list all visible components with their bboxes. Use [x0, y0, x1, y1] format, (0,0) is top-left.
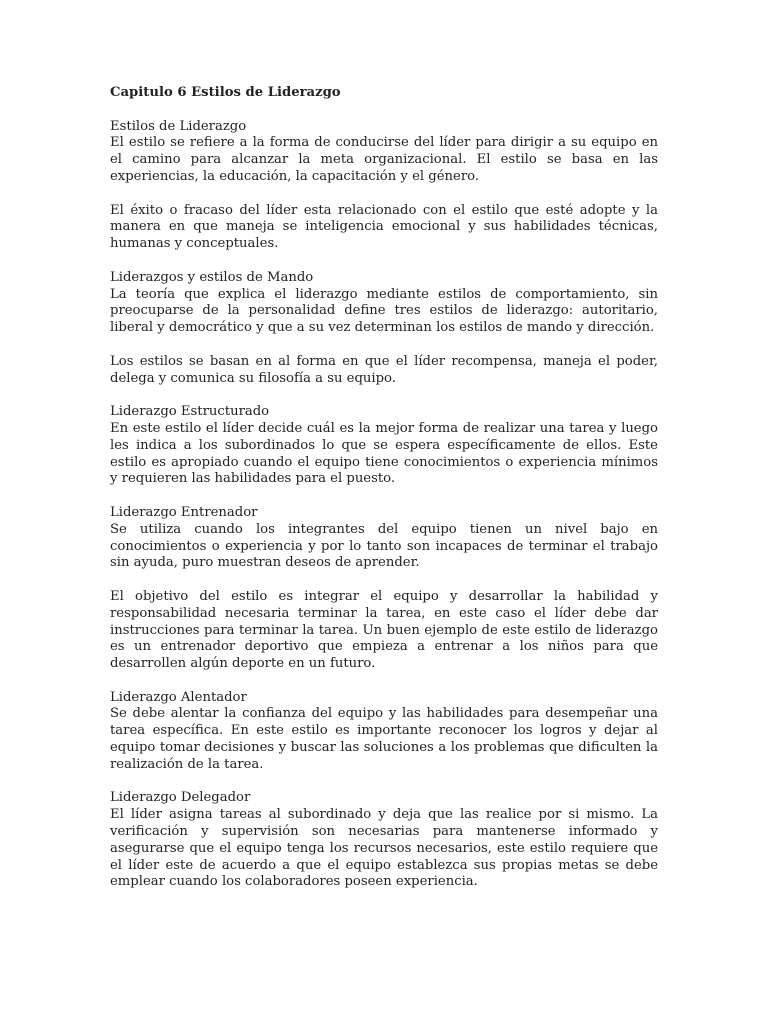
section-heading: Liderazgo Alentador — [110, 689, 247, 705]
section-heading: Liderazgo Delegador — [110, 790, 251, 806]
section-liderazgo-estructurado — [110, 404, 658, 488]
section-heading: Liderazgo Entrenador — [110, 504, 258, 520]
paragraph: El éxito o fracaso del líder esta relacionado con el estilo que esté adopte y la manera en que maneja se inteligencia emocional y sus habilidades técnicas, humanas y conceptuales. — [110, 202, 658, 252]
paragraph: El estilo se refiere a la forma de conducirse del líder para dirigir a su equipo en el camino para alcanzar la meta organizacional. El estilo se basa en las experiencias, la educación, la capacitación y el género. — [110, 135, 658, 184]
document-title: Capitulo 6 Estilos de Liderazgo — [110, 85, 341, 100]
section-heading: Estilos de Liderazgo — [110, 118, 247, 134]
document-page — [110, 85, 658, 908]
paragraph: Se debe alentar la confianza del equipo y las habilidades para desempeñar una tarea específica. En este estilo es importante reconocer los logros y dejar al equipo tomar decisiones y buscar las soluciones a los problemas que dificulten la realización de la tarea. — [110, 706, 658, 772]
section-liderazgos-y-estilos-de-mando — [110, 270, 658, 388]
section-heading: Liderazgo Estructurado — [110, 404, 270, 420]
paragraph: El objetivo del estilo es integrar el equipo y desarrollar la habilidad y responsabilidad necesaria terminar la tarea, en este caso el líder debe dar instrucciones para terminar la tarea. Un buen ejemplo de este estilo de liderazgo es un entrenador deportivo que empieza a entrenar a los niños para que desarrollen algún deporte en un futuro. — [110, 588, 658, 672]
paragraph: El líder asigna tareas al subordinado y deja que las realice por si mismo. La verificación y supervisión son necesarias para mantenerse informado y asegurarse que el equipo tenga los recursos necesarios, este estilo requiere que el líder este de acuerdo a que el equipo establezca sus propias metas se debe emplear cuando los colaboradores poseen experiencia. — [110, 807, 658, 890]
section-liderazgo-alentador — [110, 690, 658, 774]
paragraph: La teoría que explica el liderazgo mediante estilos de comportamiento, sin preocuparse de la personalidad define tres estilos de liderazgo: autoritario, liberal y democrático y que a su vez determinan los estilos de mando y dirección. — [110, 286, 658, 336]
section-heading: Liderazgos y estilos de Mando — [110, 269, 314, 285]
paragraph: En este estilo el líder decide cuál es la mejor forma de realizar una tarea y luego les indica a los subordinados lo que se espera específicamente de ellos. Este estilo es apropiado cuando el equipo tiene conocimientos o experiencia mínimos y requieren las habilidades para el puesto. — [110, 420, 658, 487]
section-liderazgo-entrenador — [110, 505, 658, 673]
section-estilos-de-liderazgo — [110, 119, 658, 253]
section-liderazgo-delegador — [110, 790, 658, 891]
paragraph: Los estilos se basan en al forma en que el líder recompensa, maneja el poder, delega y comunica su filosofía a su equipo. — [110, 353, 658, 386]
paragraph: Se utiliza cuando los integrantes del equipo tienen un nivel bajo en conocimientos o experiencia y por lo tanto son incapaces de terminar el trabajo sin ayuda, puro muestran deseos de aprender. — [110, 521, 658, 571]
